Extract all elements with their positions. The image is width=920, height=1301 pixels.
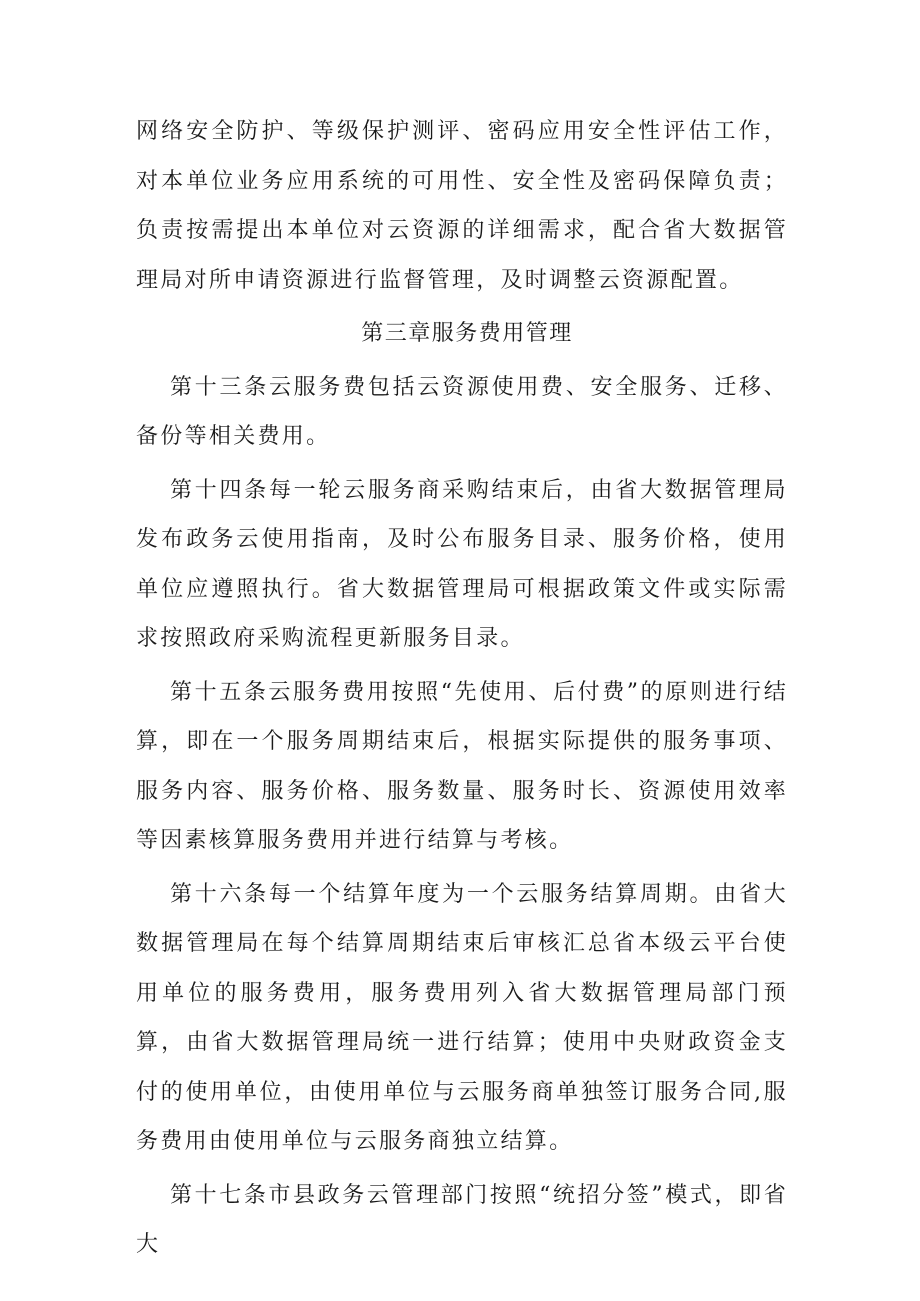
chapter-heading: 第三章服务费用管理 bbox=[361, 321, 573, 346]
article-17: 第十七条市县政务云管理部门按照“统招分签”模式，即省大 bbox=[136, 1182, 788, 1257]
continued-paragraph: 网络安全防护、等级保护测评、密码应用安全性评估工作，对本单位业务应用系统的可用性、安全性及密码保障负责；负责按需提出本单位对云资源的详细需求，配合省大数据管理局对所申请资源进行监督管理，及时调整云资源配置。 bbox=[136, 119, 788, 293]
article-14: 第十四条每一轮云服务商采购结束后，由省大数据管理局发布政务云使用指南，及时公布服务目录、服务价格，使用单位应遵照执行。省大数据管理局可根据政策文件或实际需求按照政府采购流程更新服务目录。 bbox=[136, 477, 788, 651]
article-16: 第十六条每一个结算年度为一个云服务结算周期。由省大数据管理局在每个结算周期结束后审核汇总省本级云平台使用单位的服务费用，服务费用列入省大数据管理局部门预算，由省大数据管理局统一进行结算；使用中央财政资金支付的使用单位，由使用单位与云服务商单独签订服务合同,服务费用由使用单位与云服务商独立结算。 bbox=[136, 881, 788, 1154]
article-13: 第十三条云服务费包括云资源使用费、安全服务、迁移、备份等相关费用。 bbox=[136, 374, 788, 449]
document-body bbox=[136, 107, 788, 1270]
article-15: 第十五条云服务费用按照“先使用、后付费”的原则进行结算，即在一个服务周期结束后，根据实际提供的服务事项、服务内容、服务价格、服务数量、服务时长、资源使用效率等因素核算服务费用并进行结算与考核。 bbox=[136, 679, 788, 853]
